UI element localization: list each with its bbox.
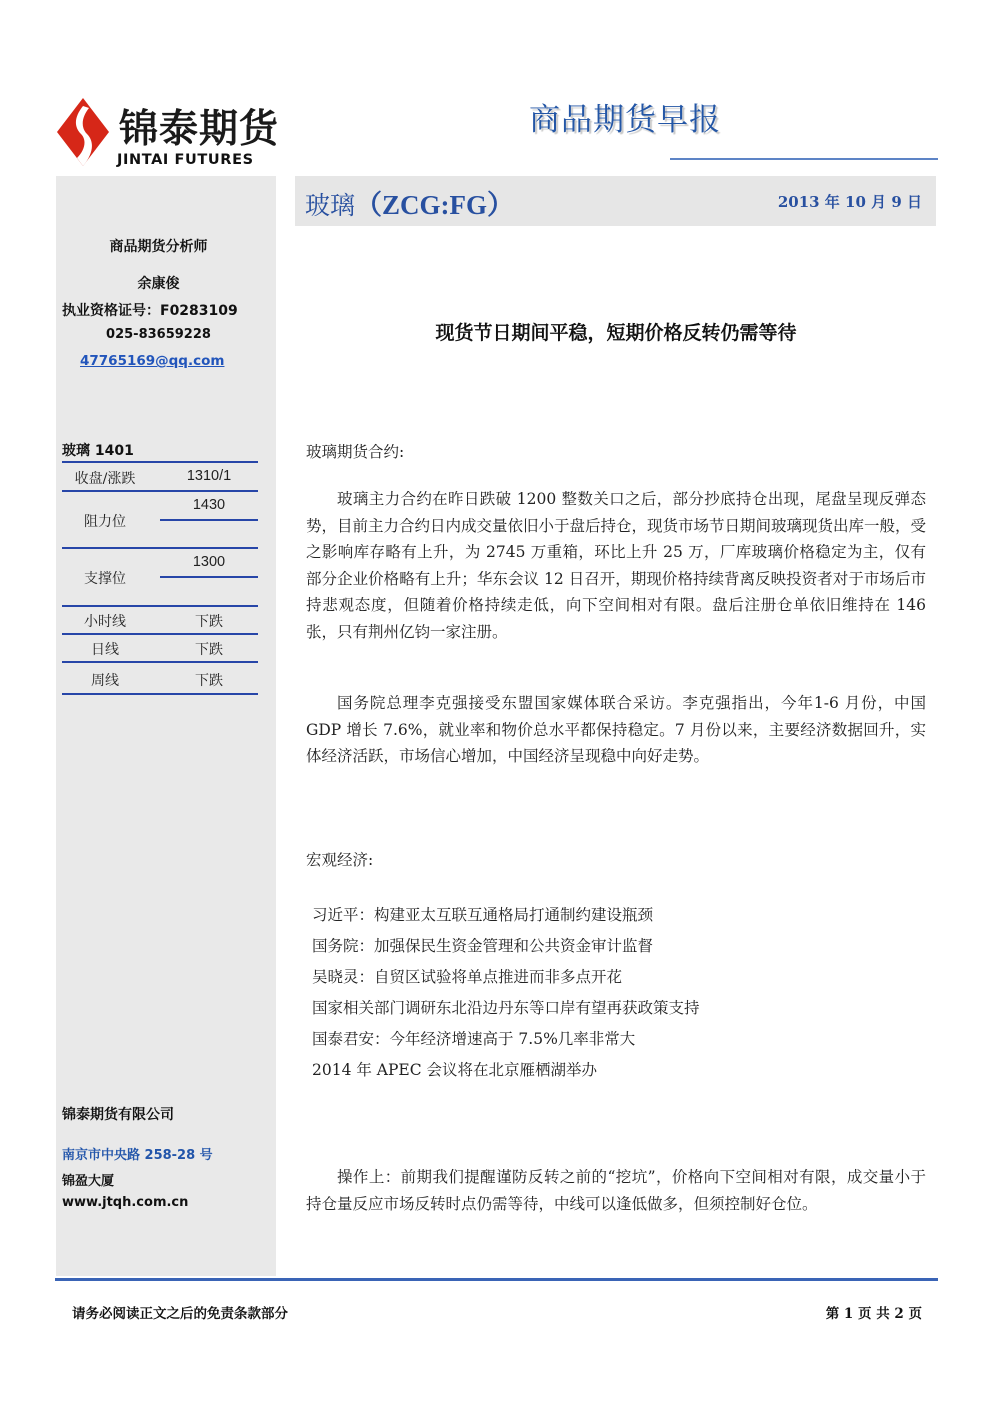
company-building: 锦盈大厦	[62, 1174, 115, 1189]
quote-value-hourly: 下跌	[195, 614, 223, 630]
news-item: 国务院：加强保民生资金管理和公共资金审计监督	[312, 937, 654, 955]
company-logo	[55, 96, 285, 176]
table-rule	[62, 547, 258, 549]
company-website: www.jtqh.com.cn	[62, 1195, 189, 1210]
quote-label-hourly: 小时线	[84, 614, 126, 630]
paragraph-glass-market: 玻璃主力合约在昨日跌破 1200 整数关口之后，部分抄底持仓出现，尾盘呈现反弹态势，目前主力合约日内成交量依旧小于盘后持仓，现货市场节日期间玻璃现货出库一般，受之影响库存略有上升，为 2745 万重箱，环比上升 25 万，厂库玻璃价格稳定为主，仅有部分企业价格略有上升；华东会议 12 日召开，期现价格持续背离反映投资者对于市场后市持悲观态度，但随着价格持续走低，向下空间相对有限。盘后注册仓单依旧维持在 146 张，只有荆州亿钧一家注册。	[306, 490, 927, 641]
news-item: 国泰君安：今年经济增速高于 7.5%几率非常大	[312, 1030, 636, 1048]
news-item: 国家相关部门调研东北沿边丹东等口岸有望再获政策支持	[312, 999, 700, 1017]
logo-english-text: JINTAI FUTURES	[117, 152, 254, 168]
logo-chinese-text: 锦泰期货	[119, 107, 280, 152]
commodity-name: 玻璃	[305, 191, 356, 220]
news-item: 习近平：构建亚太互联互通格局打通制约建设瓶颈	[312, 906, 654, 924]
quote-label-resistance: 阻力位	[84, 514, 126, 530]
quote-label-daily: 日线	[91, 642, 119, 658]
section-glass-futures: 玻璃期货合约:	[306, 443, 405, 461]
report-date: 2013 年 10 月 9 日	[777, 193, 922, 211]
quote-value-weekly: 下跌	[195, 673, 223, 689]
analyst-email-link[interactable]: 47765169@qq.com	[80, 353, 225, 369]
company-name: 锦泰期货有限公司	[62, 1107, 174, 1123]
commodity-title	[305, 183, 514, 222]
quote-value-support: 1300	[192, 554, 226, 570]
analyst-name: 余康俊	[137, 276, 180, 292]
table-rule	[62, 693, 258, 695]
quote-value-close: 1310/1	[186, 468, 232, 484]
table-rule	[160, 576, 258, 578]
section-macro: 宏观经济:	[306, 851, 374, 869]
quote-value-daily: 下跌	[195, 642, 223, 658]
table-rule	[62, 490, 258, 492]
product-contract: 玻璃 1401	[62, 443, 134, 459]
company-address: 南京市中央路 258-28 号	[62, 1148, 213, 1163]
table-rule	[62, 633, 258, 635]
quote-label-weekly: 周线	[91, 673, 119, 689]
license-number: 执业资格证号：F0283109	[62, 303, 238, 319]
footer-rule	[55, 1278, 938, 1281]
jintai-diamond-logo-icon	[55, 96, 111, 176]
table-rule	[62, 605, 258, 607]
table-rule	[62, 661, 258, 663]
quote-value-resistance: 1430	[192, 497, 226, 513]
news-item: 吴晓灵：自贸区试验将单点推进而非多点开花	[312, 968, 623, 986]
paragraph-macro-premier: 国务院总理李克强接受东盟国家媒体联合采访。李克强指出，今年1-6 月份，中国 GDP 增长 7.6%，就业率和物价总水平都保持稳定。7 月份以来，主要经济数据回升，实体经济活跃，市场信心增加，中国经济呈现稳中向好走势。	[306, 694, 926, 765]
news-item: 2014 年 APEC 会议将在北京雁栖湖举办	[312, 1061, 598, 1079]
disclaimer-note: 请务必阅读正文之后的免责条款部分	[72, 1306, 288, 1322]
commodity-code: （ZCG:FG）	[355, 190, 515, 220]
report-title: 商品期货早报	[529, 102, 721, 138]
analyst-phone: 025-83659228	[106, 327, 211, 342]
quote-label-support: 支撑位	[84, 571, 126, 587]
analyst-label: 商品期货分析师	[109, 239, 208, 255]
table-rule	[160, 519, 258, 521]
table-rule	[62, 461, 258, 463]
quote-label-close: 收盘/涨跌	[74, 471, 136, 487]
paragraph-operation: 操作上：前期我们提醒谨防反转之前的“挖坑”，价格向下空间相对有限，成交量小于持仓量反应市场反转时点仍需等待，中线可以逢低做多，但须控制好仓位。	[306, 1168, 926, 1213]
headline: 现货节日期间平稳，短期价格反转仍需等待	[435, 322, 797, 344]
header-rule	[670, 158, 938, 160]
page-number: 第 1 页 共 2 页	[825, 1306, 922, 1322]
